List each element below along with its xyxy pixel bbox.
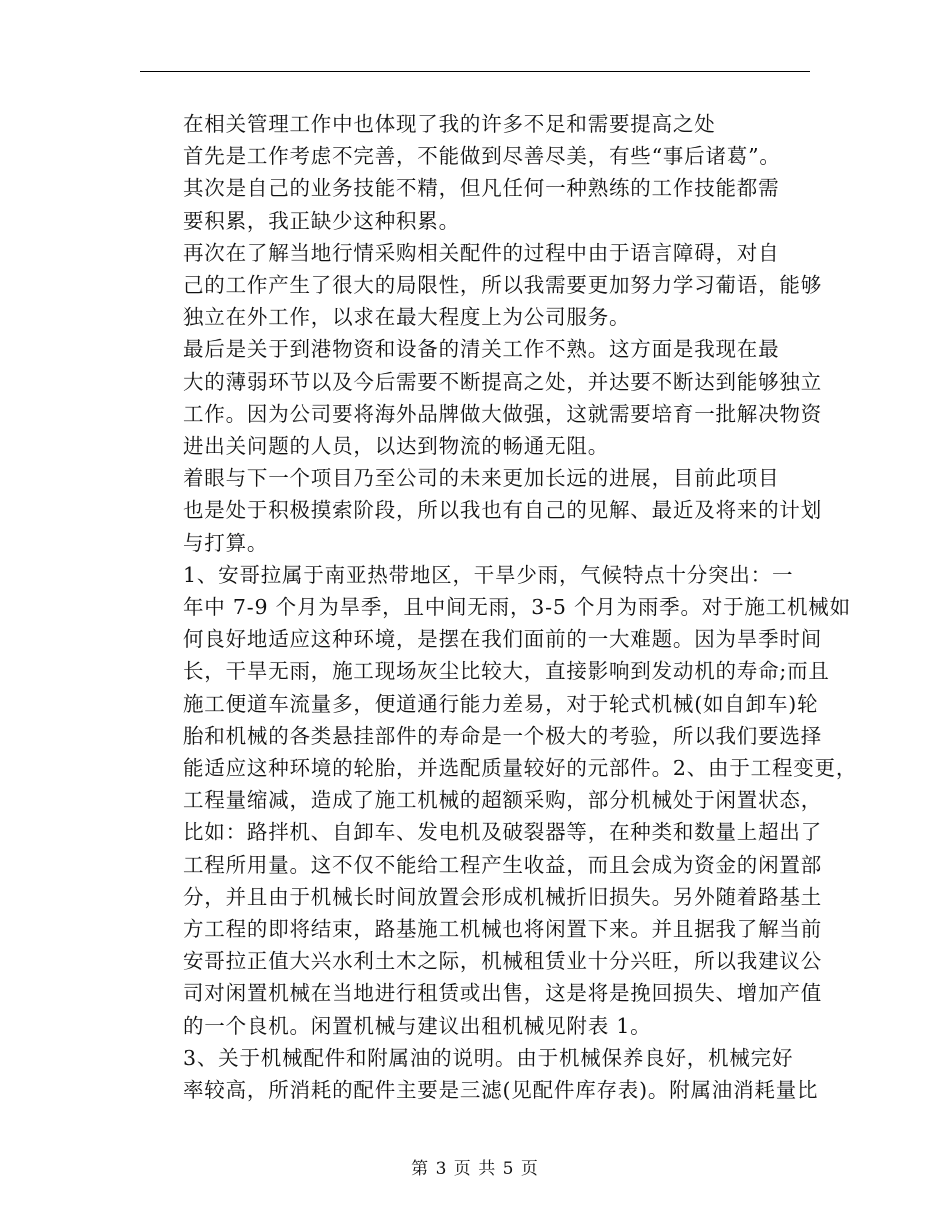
text-line: 进出关问题的人员，以达到物流的畅通无阻。 — [183, 434, 609, 459]
paragraph — [142, 108, 808, 140]
text-line: 与打算。 — [183, 530, 269, 555]
text-line: 要积累，我正缺少这种积累。 — [183, 208, 460, 233]
paragraph — [142, 333, 822, 462]
text-line: 1、安哥拉属于南亚热带地区，干旱少雨，气候特点十分突出：一 — [183, 562, 794, 587]
text-line: 长，干旱无雨，施工现场灰尘比较大，直接影响到发动机的寿命;而且 — [183, 659, 830, 684]
text-line: 胎和机械的各类悬挂部件的寿命是一个极大的考验，所以我们要选择 — [183, 723, 822, 748]
text-line: 大的薄弱环节以及今后需要不断提高之处，并达要不断达到能够独立 — [183, 369, 822, 394]
text-line: 首先是工作考虑不完善，不能做到尽善尽美，有些“事后诸葛”。 — [183, 144, 781, 169]
text-line: 最后是关于到港物资和设备的清关工作不熟。这方面是我现在最 — [183, 337, 780, 362]
text-line: 能适应这种环境的轮胎，并选配质量较好的元部件。2、由于工程变更， — [183, 756, 858, 781]
text-line: 率较高，所消耗的配件主要是三滤(见配件库存表)。附属油消耗量比 — [183, 1078, 819, 1103]
text-line: 在相关管理工作中也体现了我的许多不足和需要提高之处 — [183, 112, 716, 136]
text-line: 年中 7-9 个月为旱季，且中间无雨，3-5 个月为雨季。对于施工机械如 — [183, 595, 851, 620]
text-line: 安哥拉正值大兴水利土木之际，机械租赁业十分兴旺，所以我建议公 — [183, 949, 822, 974]
text-line: 再次在了解当地行情采购相关配件的过程中由于语言障碍，对自 — [183, 240, 780, 265]
text-line: 分，并且由于机械长时间放置会形成机械折旧损失。另外随着路基土 — [183, 884, 822, 909]
text-line: 何良好地适应这种环境，是摆在我们面前的一大难题。因为旱季时间 — [183, 627, 822, 652]
paragraph — [142, 172, 808, 236]
text-line: 工程量缩减，造成了施工机械的超额采购，部分机械处于闲置状态， — [183, 788, 822, 813]
paragraph — [142, 559, 858, 1042]
paragraph — [142, 237, 822, 334]
text-line: 也是处于积极摸索阶段，所以我也有自己的见解、最近及将来的计划 — [183, 498, 822, 523]
text-line: 工程所用量。这不仅不能给工程产生收益，而且会成为资金的闲置部 — [183, 852, 822, 877]
text-line: 比如：路拌机、自卸车、发电机及破裂器等，在种类和数量上超出了 — [183, 820, 822, 845]
text-line: 工作。因为公司要将海外品牌做大做强，这就需要培育一批解决物资 — [183, 401, 822, 426]
paragraph — [142, 1042, 819, 1106]
text-line: 己的工作产生了很大的局限性，所以我需要更加努力学习葡语，能够 — [183, 273, 822, 298]
paragraph — [142, 140, 808, 172]
text-line: 施工便道车流量多，便道通行能力差易，对于轮式机械(如自卸车)轮 — [183, 691, 819, 716]
page-footer — [0, 1154, 950, 1179]
header-rule — [140, 71, 810, 72]
document-body — [142, 108, 858, 1106]
text-line: 其次是自己的业务技能不精，但凡任何一种熟练的工作技能都需 — [183, 176, 780, 201]
text-line: 着眼与下一个项目乃至公司的未来更加长远的进展，目前此项目 — [183, 466, 780, 491]
text-line: 司对闲置机械在当地进行租赁或出售，这是将是挽回损失、增加产值 — [183, 981, 822, 1006]
text-line: 方工程的即将结束，路基施工机械也将闲置下来。并且据我了解当前 — [183, 917, 822, 942]
text-line: 的一个良机。闲置机械与建议出租机械见附表 1。 — [183, 1013, 652, 1038]
page-number-label: 第 3 页 共 5 页 — [411, 1159, 539, 1179]
text-line: 3、关于机械配件和附属油的说明。由于机械保养良好，机械完好 — [183, 1045, 794, 1070]
text-line: 独立在外工作，以求在最大程度上为公司服务。 — [183, 305, 631, 330]
paragraph — [142, 462, 822, 559]
